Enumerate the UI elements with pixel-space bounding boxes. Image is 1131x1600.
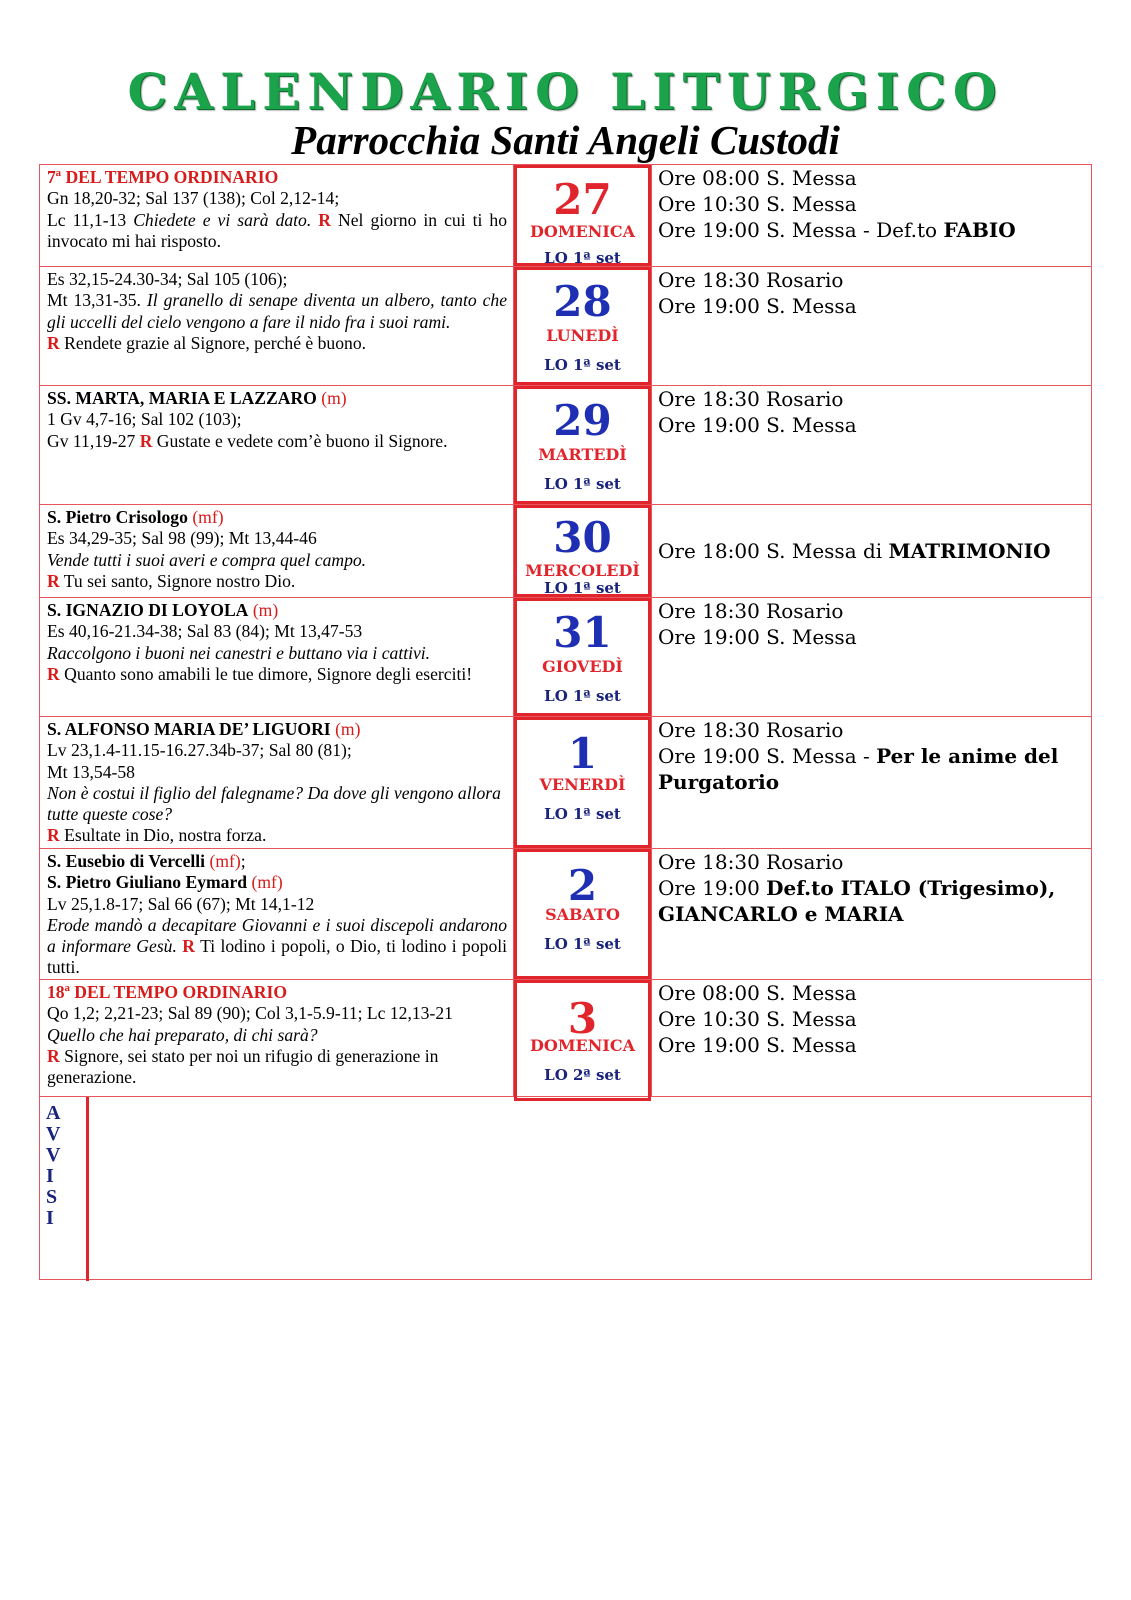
mass-time: Ore 19:00 S. Messa (658, 413, 857, 437)
day-number: 30 (553, 513, 612, 562)
day-name: SABATO (545, 905, 620, 924)
mass-time: Ore 18:30 Rosario (658, 718, 844, 742)
liturgy-hours-week: LO 1ª set (544, 935, 621, 953)
avvisi-divider (86, 1097, 89, 1281)
saint-line: S. IGNAZIO DI LOYOLA (m) (47, 600, 279, 620)
date-cell (514, 267, 651, 385)
readings-line: Mt 13,54-58 (47, 761, 135, 782)
readings-cell (40, 386, 514, 504)
liturgy-hours-week: LO 1ª set (544, 805, 621, 823)
readings-line: Es 32,15-24.30-34; Sal 105 (106); (47, 269, 288, 289)
mass-time: Ore 19:00 S. Messa (658, 294, 857, 318)
table-row (40, 505, 1091, 598)
schedule-cell (651, 598, 1091, 716)
mass-time: Ore 08:00 S. Messa (658, 166, 857, 190)
readings-text: Gv 11,19-27 R Gustate e vedete com’è buono il Signore. (47, 430, 448, 451)
readings-cell (40, 598, 514, 716)
readings-text: Mt 13,31-35. Il granello di senape diventa un albero, tanto che gli uccelli del cielo vengono a fare il nido fra i suoi rami. (47, 290, 508, 332)
readings-line: Es 34,29-35; Sal 98 (99); Mt 13,44-46 (47, 528, 317, 549)
readings-cell (40, 165, 514, 266)
mass-time: Ore 18:30 Rosario (658, 599, 844, 623)
gospel-quote: Non è costui il figlio del falegname? Da dove gli vengono allora tutte queste cose? (47, 782, 501, 825)
date-cell (514, 165, 651, 266)
liturgy-hours-week: LO 1ª set (544, 579, 621, 597)
table-row (40, 849, 1091, 980)
liturgy-hours-week: LO 1ª set (544, 687, 621, 705)
response-line: R Tu sei santo, Signore nostro Dio. (47, 570, 296, 591)
table-row (40, 980, 1091, 1097)
mass-time: Ore 10:30 S. Messa (658, 192, 857, 216)
day-number: 1 (567, 729, 598, 778)
day-name: VENERDÌ (539, 775, 626, 794)
page-subtitle: Parrocchia Santi Angeli Custodi (291, 117, 840, 163)
schedule-cell (651, 386, 1091, 504)
mass-time: Ore 19:00 S. Messa (658, 1033, 857, 1057)
day-number: 28 (553, 277, 612, 326)
table-row (40, 717, 1091, 849)
avvisi-label: A V V I S I (46, 1102, 61, 1229)
date-cell (514, 386, 651, 504)
schedule-cell (651, 717, 1091, 848)
readings-cell (40, 505, 514, 597)
day-name: DOMENICA (530, 222, 635, 241)
day-number: 27 (553, 175, 612, 224)
day-name: MARTEDÌ (538, 445, 627, 464)
readings-cell (40, 980, 514, 1096)
mass-time: Ore 10:30 S. Messa (658, 1007, 857, 1031)
liturgy-hours-week: LO 1ª set (544, 356, 621, 374)
date-cell (514, 849, 651, 979)
readings-line: Lv 25,1.8-17; Sal 66 (67); Mt 14,1-12 (47, 893, 315, 914)
saint-line: SS. MARTA, MARIA E LAZZARO (m) (47, 388, 347, 408)
liturgy-hours-week: LO 2ª set (544, 1066, 621, 1084)
readings-cell (40, 849, 514, 979)
mass-time: Ore 19:00 S. Messa - Per le anime del Purgatorio (658, 744, 1059, 794)
liturgy-hours-week: LO 1ª set (544, 475, 621, 493)
schedule-cell (651, 505, 1091, 597)
readings-text: Lc 11,1-13 Chiedete e vi sarà dato. R Nel giorno in cui ti ho invocato mi hai risposto. (47, 209, 507, 251)
mass-time: Ore 08:00 S. Messa (658, 981, 857, 1005)
schedule-cell (651, 267, 1091, 385)
response-line: R Rendete grazie al Signore, perché è buono. (47, 332, 367, 353)
mass-time: Ore 18:00 S. Messa di MATRIMONIO (658, 539, 1051, 563)
mass-time: Ore 18:30 Rosario (658, 850, 844, 874)
gospel-quote: Raccolgono i buoni nei canestri e buttano via i cattivi. (47, 642, 431, 663)
readings-text: Erode mandò a decapitare Giovanni e i suoi discepoli andarono a informare Gesù. R Ti lodino i popoli, o Dio, ti lodino i popoli tutti. (47, 914, 508, 978)
liturgy-hours-week: LO 1ª set (544, 249, 621, 267)
readings-line: Qo 1,2; 2,21-23; Sal 89 (90); Col 3,1-5.9-11; Lc 12,13-21 (47, 1003, 453, 1024)
feast-title: 18ª DEL TEMPO ORDINARIO (47, 982, 288, 1002)
schedule-cell (651, 849, 1091, 979)
mass-time: Ore 19:00 S. Messa - Def.to FABIO (658, 218, 1016, 242)
response-line: R Esultate in Dio, nostra forza. (47, 825, 267, 846)
saint-line: S. Pietro Giuliano Eymard (mf) (47, 872, 283, 893)
gospel-quote: Quello che hai preparato, di chi sarà? (47, 1024, 318, 1045)
avvisi-notes-area (90, 1097, 1091, 1281)
mass-time: Ore 18:30 Rosario (658, 387, 844, 411)
mass-time: Ore 19:00 Def.to ITALO (Trigesimo), GIANCARLO e MARIA (658, 876, 1056, 926)
schedule-cell (651, 980, 1091, 1096)
day-name: GIOVEDÌ (542, 657, 623, 676)
saint-line: S. Pietro Crisologo (mf) (47, 507, 224, 527)
day-name: DOMENICA (530, 1036, 635, 1055)
day-number: 29 (553, 396, 612, 445)
schedule-cell (651, 165, 1091, 266)
day-number: 31 (553, 608, 612, 657)
saint-line: S. Eusebio di Vercelli (mf); (47, 851, 246, 871)
day-number: 2 (567, 861, 598, 910)
table-row (40, 386, 1091, 505)
date-cell (514, 598, 651, 716)
date-cell (514, 980, 651, 1101)
readings-cell (40, 267, 514, 385)
readings-cell (40, 717, 514, 848)
response-line: R Signore, sei stato per noi un rifugio di generazione in generazione. (47, 1045, 439, 1088)
gospel-quote: Vende tutti i suoi averi e compra quel campo. (47, 549, 367, 570)
readings-line: Lv 23,1.4-11.15-16.27.34b-37; Sal 80 (81); (47, 740, 352, 761)
page-title: CALENDARIO LITURGICO (127, 62, 1004, 121)
avvisi-section (40, 1097, 1091, 1281)
date-cell (514, 717, 651, 848)
day-name: MERCOLEDÌ (525, 561, 640, 580)
mass-time: Ore 19:00 S. Messa (658, 625, 857, 649)
date-cell (514, 505, 651, 597)
table-row (40, 267, 1091, 386)
table-row (40, 598, 1091, 717)
response-line: R Quanto sono amabili le tue dimore, Signore degli eserciti! (47, 663, 473, 684)
feast-title: 7ª DEL TEMPO ORDINARIO (47, 167, 279, 187)
day-name: LUNEDÌ (546, 326, 619, 345)
readings-line: Es 40,16-21.34-38; Sal 83 (84); Mt 13,47-53 (47, 621, 363, 642)
day-number: 3 (567, 994, 598, 1043)
readings-line: 1 Gv 4,7-16; Sal 102 (103); (47, 409, 242, 430)
table-row (40, 165, 1091, 267)
saint-line: S. ALFONSO MARIA DE’ LIGUORI (m) (47, 719, 361, 739)
calendar-table (39, 164, 1092, 1280)
readings-line: Gn 18,20-32; Sal 137 (138); Col 2,12-14; (47, 188, 340, 209)
mass-time: Ore 18:30 Rosario (658, 268, 844, 292)
